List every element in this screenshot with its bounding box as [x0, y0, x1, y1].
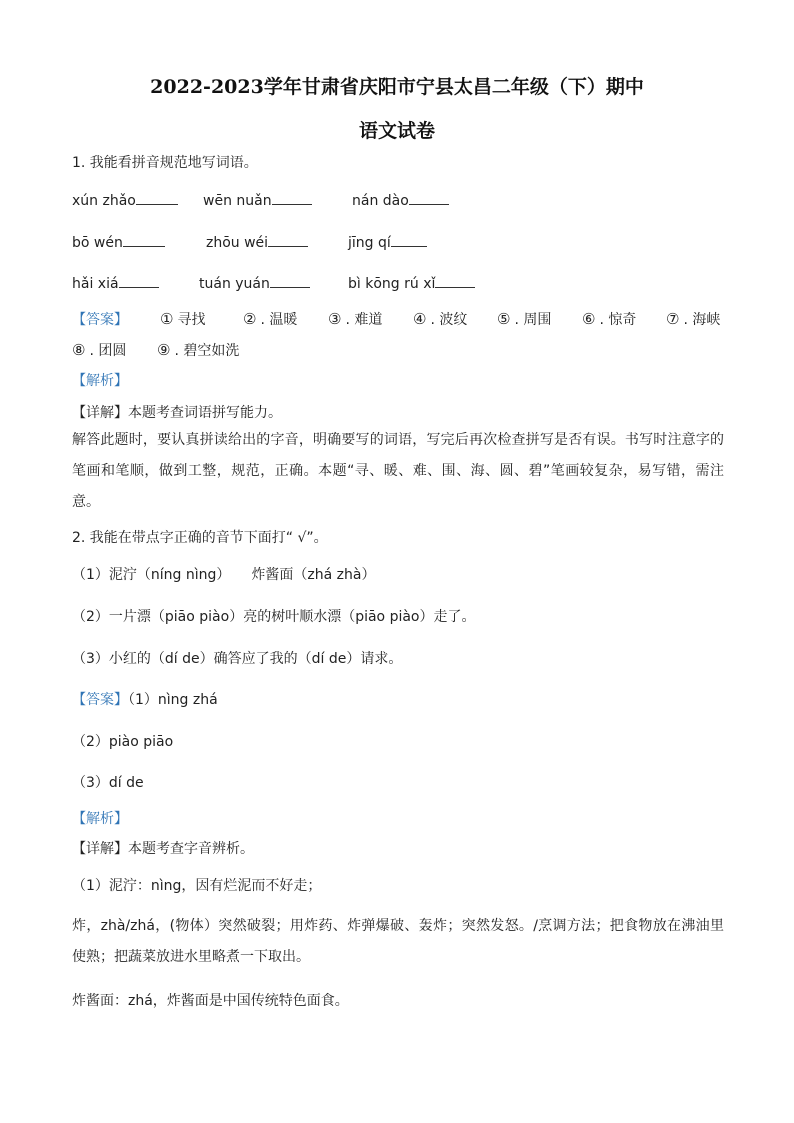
answer-text: . 惊奇	[599, 312, 637, 328]
pinyin-text: tuán yuán	[199, 276, 270, 292]
q2-answer: （2）piào piāo	[72, 734, 174, 750]
q1-pinyin-item	[203, 190, 312, 209]
q1-answer-item	[666, 309, 720, 329]
answer-number: ④	[413, 310, 427, 328]
q1-pinyin-item	[72, 273, 159, 292]
q1-answer-item	[582, 309, 636, 329]
answer-blank	[391, 232, 427, 247]
q1-pinyin-item	[199, 273, 310, 292]
q1-analysis-label: 【解析】	[72, 373, 128, 389]
q1-answer-label: 【答案】	[72, 312, 128, 328]
pinyin-text: wēn nuǎn	[203, 193, 272, 209]
q1-pinyin-item	[72, 232, 165, 251]
answer-number: ⑤	[497, 310, 511, 328]
answer-number: ⑦	[666, 310, 680, 328]
answer-number: ⑧	[72, 341, 86, 359]
q2-item: （1）泥泞（níng nìng） 炸酱面（zhá zhà）	[72, 567, 376, 583]
answer-number: ③	[328, 310, 342, 328]
pinyin-text: jīng qí	[348, 235, 391, 251]
q1-answer-item	[157, 340, 239, 360]
answer-blank	[119, 273, 159, 288]
q1-pinyin-item	[206, 232, 308, 251]
q2-answer-row	[72, 689, 218, 709]
page-subtitle: 语文试卷	[358, 120, 435, 142]
q2-detail: 【详解】本题考查字音辨析。	[72, 841, 254, 857]
q1-explanation: 解答此题时，要认真拼读给出的字音，明确要写的词语，写完后再次检查拼写是否有误。书写时注意字的笔画和笔顺，做到工整，规范，正确。本题“寻、暖、难、围、海、圆、碧”笔画较复杂，易写错，需注意。	[72, 432, 724, 510]
pinyin-text: xún zhǎo	[72, 193, 136, 209]
q2-answer: （3）dí de	[72, 775, 144, 791]
q1-stem: 1. 我能看拼音规范地写词语。	[72, 155, 258, 171]
q2-item: （2）一片漂（piāo piào）亮的树叶顺水漂（piāo piào）走了。	[72, 609, 476, 625]
answer-number: ⑥	[582, 310, 596, 328]
pinyin-text: zhōu wéi	[206, 235, 269, 251]
q1-pinyin-item	[352, 190, 449, 209]
q2-answer: （1）nìng zhá	[128, 692, 218, 708]
answer-number: ②	[243, 310, 257, 328]
q2-analysis-line: 炸酱面：zhá，炸酱面是中国传统特色面食。	[72, 993, 349, 1009]
q1-answer-item	[72, 340, 126, 360]
answer-text: . 团圆	[89, 343, 127, 359]
pinyin-text: hǎi xiá	[72, 276, 119, 292]
q1-pinyin-item	[72, 190, 178, 209]
q2-item: （3）小红的（dí de）确答应了我的（dí de）请求。	[72, 651, 403, 667]
answer-number: ①	[160, 310, 174, 328]
q1-answer-item	[160, 309, 205, 329]
answer-blank	[272, 190, 312, 205]
answer-text: . 温暖	[260, 312, 298, 328]
q2-analysis-label: 【解析】	[72, 811, 128, 827]
q1-answer-item	[413, 309, 467, 329]
pinyin-text: bō wén	[72, 235, 123, 251]
answer-text: . 海峡	[683, 312, 721, 328]
answer-text: . 波纹	[430, 312, 468, 328]
page-title: 2022-2023学年甘肃省庆阳市宁县太昌二年级（下）期中	[150, 76, 644, 98]
answer-text: 寻找	[177, 312, 206, 328]
answer-blank	[136, 190, 178, 205]
answer-number: ⑨	[157, 341, 171, 359]
q2-answer-label: 【答案】	[72, 692, 128, 708]
answer-text: . 碧空如洗	[174, 343, 240, 359]
answer-blank	[270, 273, 310, 288]
q1-answer-item	[497, 309, 551, 329]
q1-answer-item	[243, 309, 297, 329]
answer-blank	[409, 190, 449, 205]
q1-detail: 【详解】本题考查词语拼写能力。	[72, 405, 282, 421]
pinyin-text: nán dào	[352, 193, 409, 209]
q2-analysis-line: 炸，zhà/zhá，(物体）突然破裂；用炸药、炸弹爆破、轰炸；突然发怒。/烹调方法；把食物放在沸油里使熟；把蔬菜放进水里略煮一下取出。	[72, 918, 724, 965]
q2-analysis-line: （1）泥泞：nìng，因有烂泥而不好走；	[72, 878, 322, 894]
answer-blank	[268, 232, 308, 247]
pinyin-text: bì kōng rú xǐ	[348, 276, 436, 292]
answer-blank	[435, 273, 475, 288]
answer-text: . 周围	[514, 312, 552, 328]
q1-pinyin-item	[348, 232, 427, 251]
q2-stem: 2. 我能在带点字正确的音节下面打“ √”。	[72, 530, 328, 546]
q1-pinyin-item	[348, 273, 475, 292]
answer-text: . 难道	[345, 312, 383, 328]
q1-answer-item	[328, 309, 382, 329]
answer-blank	[123, 232, 165, 247]
